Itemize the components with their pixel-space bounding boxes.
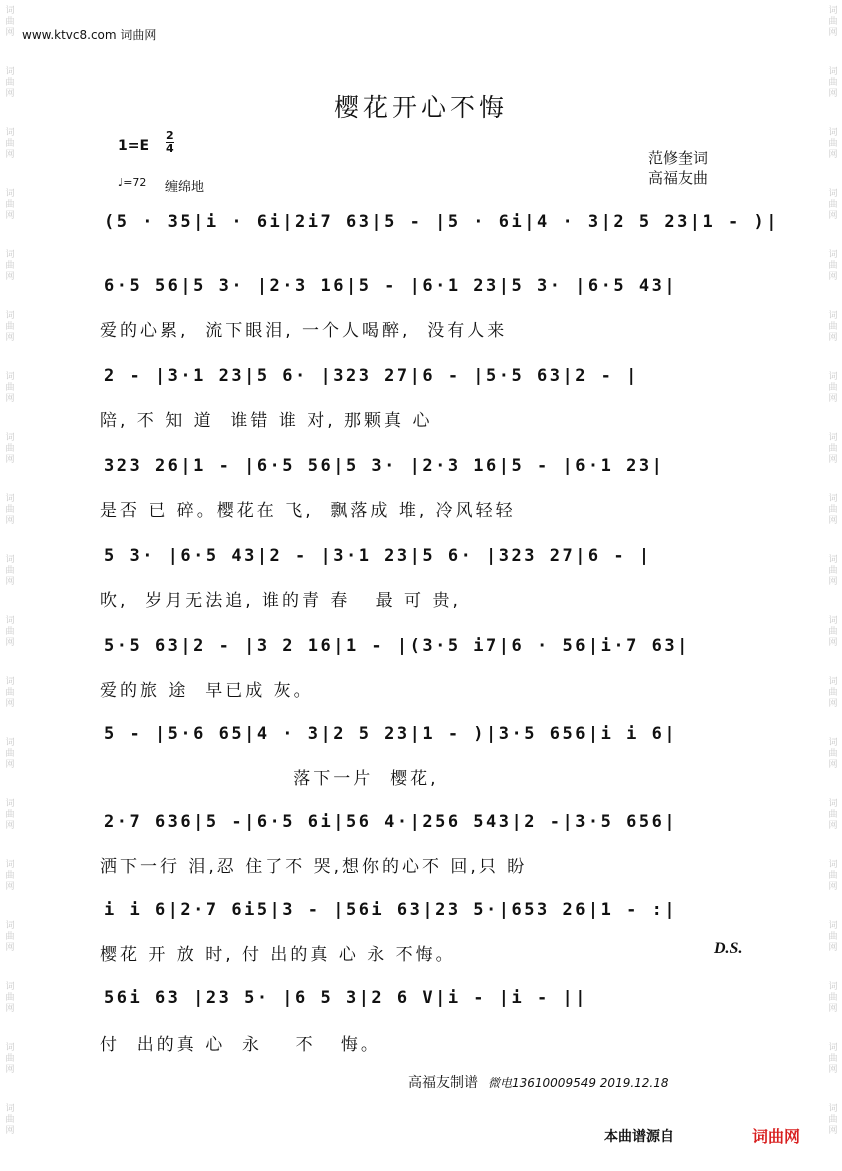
- watermark-text: 词 曲 网: [828, 372, 838, 404]
- watermark-text: 词 曲 网: [828, 433, 838, 465]
- watermark-text: 词 曲 网: [5, 616, 15, 648]
- score-row-notes: 323 26|1 - |6·5 56|5 3· |2·3 16|5 - |6·1 23|: [104, 456, 665, 476]
- score-row-notes: 5 - |5·6 65|4 · 3|2 5 23|1 - )|3·5 656|i i 6|: [104, 724, 678, 744]
- score-row-notes: 2·7 636|5 -|6·5 6i|56 4·|256 543|2 -|3·5 656|: [104, 812, 678, 832]
- score-row-notes: 5 3· |6·5 43|2 - |3·1 23|5 6· |323 27|6 - |: [104, 546, 652, 566]
- watermark-text: 词 曲 网: [5, 1043, 15, 1075]
- watermark-text: 词 曲 网: [5, 860, 15, 892]
- watermark-text: 词 曲 网: [5, 128, 15, 160]
- watermark-text: 词 曲 网: [828, 799, 838, 831]
- song-title: 樱花开心不悔: [333, 93, 508, 122]
- site-url[interactable]: www.ktvc8.com 词曲网: [22, 28, 157, 42]
- watermark-text: 词 曲 网: [828, 67, 838, 99]
- score-row-lyrics: 付 出的真 心 永 不 悔。: [100, 1035, 381, 1055]
- watermark-text: 词 曲 网: [5, 311, 15, 343]
- watermark-text: 词 曲 网: [828, 1043, 838, 1075]
- watermark-text: 词 曲 网: [828, 494, 838, 526]
- watermark-text: 词 曲 网: [828, 677, 838, 709]
- key-signature: 1=E: [118, 138, 150, 154]
- watermark-text: 词 曲 网: [5, 799, 15, 831]
- contact-date: 微电13610009549 2019.12.18: [488, 1076, 669, 1090]
- time-signature-bottom: 4: [166, 142, 174, 155]
- arranger: 高福友制谱: [408, 1075, 478, 1091]
- watermark-text: 词 曲 网: [828, 250, 838, 282]
- watermark-text: 词 曲 网: [828, 189, 838, 221]
- arranger-note: [408, 1072, 669, 1092]
- time-signature: [166, 130, 174, 155]
- score-row-notes: 6·5 56|5 3· |2·3 16|5 - |6·1 23|5 3· |6·5 43|: [104, 276, 678, 296]
- score-row-lyrics: 樱花 开 放 时, 付 出的真 心 永 不悔。: [100, 945, 456, 965]
- watermark-text: 词 曲 网: [5, 189, 15, 221]
- watermark-text: 词 曲 网: [5, 250, 15, 282]
- score-row-lyrics: 爱的旅 途 早已成 灰。: [100, 681, 314, 701]
- watermark-text: 词 曲 网: [5, 677, 15, 709]
- watermark-text: 词 曲 网: [828, 860, 838, 892]
- watermark-text: 词 曲 网: [5, 738, 15, 770]
- expression-marking: 缠绵地: [165, 180, 205, 195]
- score-row-lyrics: 洒下一行 泪,忍 住了不 哭,想你的心不 回,只 盼: [100, 857, 528, 877]
- watermark-text: 词 曲 网: [5, 6, 15, 38]
- watermark-text: 词 曲 网: [828, 921, 838, 953]
- watermark-left: [3, 0, 17, 1171]
- watermark-text: 词 曲 网: [5, 433, 15, 465]
- watermark-text: 词 曲 网: [828, 555, 838, 587]
- watermark-text: 词 曲 网: [828, 982, 838, 1014]
- score-row-notes: i i 6|2·7 6i5|3 - |56i 63|23 5·|653 26|1 - :|: [104, 900, 678, 920]
- score-row-notes: 56i 63 |23 5· |6 5 3|2 6 V|i - |i - ||: [104, 988, 588, 1008]
- score-row-notes: 5·5 63|2 - |3 2 16|1 - |(3·5 i7|6 · 56|i·7 63|: [104, 636, 690, 656]
- ds-marking: D.S.: [714, 940, 743, 957]
- watermark-text: 词 曲 网: [5, 1104, 15, 1136]
- watermark-text: 词 曲 网: [828, 311, 838, 343]
- score-row-lyrics: 是否 已 碎。樱花在 飞, 飘落成 堆, 冷风轻轻: [100, 501, 516, 521]
- watermark-text: 词 曲 网: [5, 494, 15, 526]
- score-row-lyrics: 爱的心累, 流下眼泪, 一个人喝醉, 没有人来: [100, 321, 508, 341]
- composer: 高福友曲: [648, 169, 709, 187]
- watermark-text: 词 曲 网: [5, 67, 15, 99]
- watermark-text: 词 曲 网: [5, 982, 15, 1014]
- watermark-text: 词 曲 网: [828, 6, 838, 38]
- watermark-text: 词 曲 网: [828, 1104, 838, 1136]
- score-row-notes: 2 - |3·1 23|5 6· |323 27|6 - |5·5 63|2 - |: [104, 366, 639, 386]
- watermark-right: [826, 0, 840, 1171]
- score-row-lyrics: 落下一片 樱花,: [100, 769, 439, 789]
- watermark-text: 词 曲 网: [828, 128, 838, 160]
- score-row-lyrics: 吹, 岁月无法追, 谁的青 春 最 可 贵,: [100, 591, 461, 611]
- watermark-text: 词 曲 网: [828, 616, 838, 648]
- score-row-notes: (5 · 35|i · 6i|2i7 63|5 - |5 · 6i|4 · 3|2 5 23|1 - )|: [104, 212, 779, 232]
- score-row-lyrics: 陪, 不 知 道 谁错 谁 对, 那颗真 心: [100, 411, 433, 431]
- lyricist: 范修奎词: [648, 149, 709, 167]
- watermark-text: 词 曲 网: [828, 738, 838, 770]
- watermark-text: 词 曲 网: [5, 372, 15, 404]
- time-signature-top: 2: [166, 129, 174, 142]
- credits: [648, 148, 708, 188]
- watermark-text: 词 曲 网: [5, 921, 15, 953]
- watermark-text: 词 曲 网: [5, 555, 15, 587]
- source-label: 本曲谱源自: [604, 1129, 674, 1145]
- tempo-marking: ♩=72: [118, 176, 147, 189]
- brand-logo[interactable]: 词曲网: [752, 1127, 801, 1146]
